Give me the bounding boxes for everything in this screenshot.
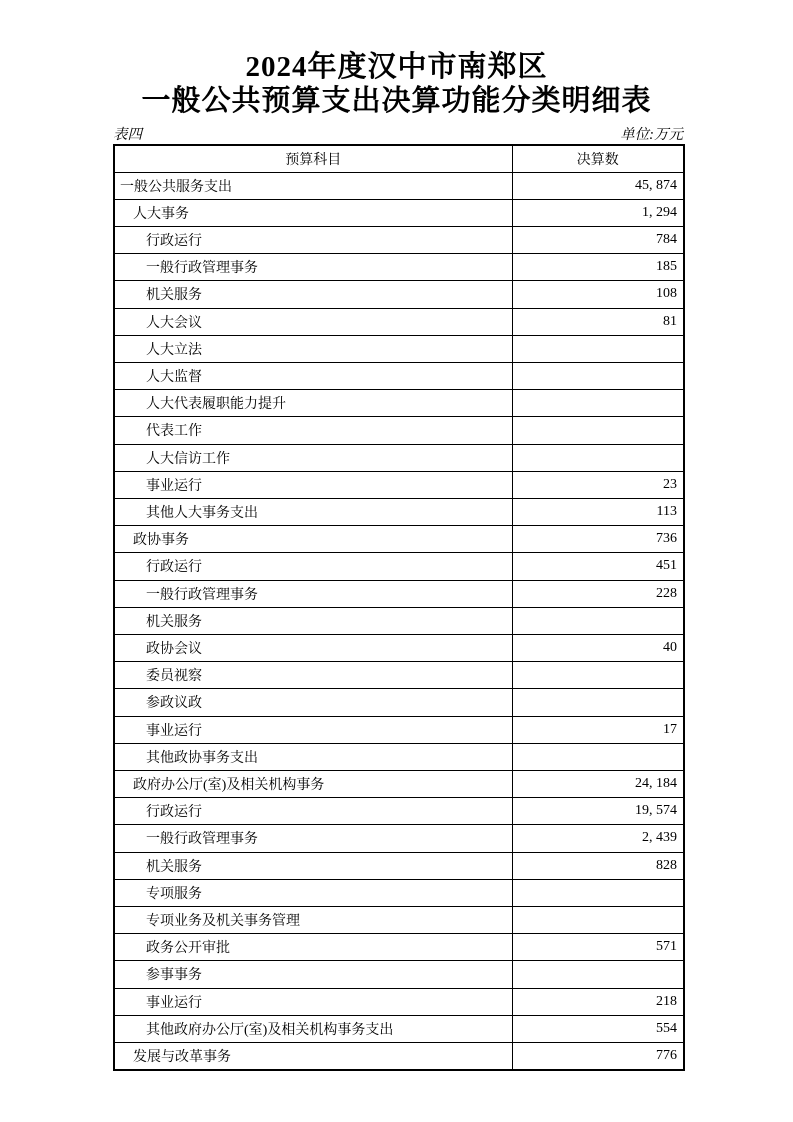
- subject-cell: 专项服务: [114, 879, 512, 906]
- table-row: [114, 934, 684, 961]
- table-row: [114, 580, 684, 607]
- table-row: [114, 362, 684, 389]
- table-row: [114, 390, 684, 417]
- subject-cell: 人大事务: [114, 199, 512, 226]
- table-row: [114, 879, 684, 906]
- subject-cell: 人大会议: [114, 308, 512, 335]
- subject-cell: 发展与改革事务: [114, 1043, 512, 1071]
- table-row: [114, 852, 684, 879]
- value-cell: 554: [512, 1015, 684, 1042]
- table-row: [114, 825, 684, 852]
- unit-label: 单位:万元: [620, 127, 683, 143]
- value-cell: 81: [512, 308, 684, 335]
- value-cell: [512, 906, 684, 933]
- table-row: [114, 471, 684, 498]
- subject-cell: 专项业务及机关事务管理: [114, 906, 512, 933]
- subject-cell: 政协事务: [114, 526, 512, 553]
- subject-cell: 人大立法: [114, 335, 512, 362]
- subject-cell: 事业运行: [114, 471, 512, 498]
- value-cell: 24, 184: [512, 770, 684, 797]
- value-cell: [512, 444, 684, 471]
- value-cell: [512, 743, 684, 770]
- subject-cell: 事业运行: [114, 988, 512, 1015]
- table-row: [114, 444, 684, 471]
- value-cell: 1, 294: [512, 199, 684, 226]
- page-title: [0, 50, 793, 118]
- subject-cell: 机关服务: [114, 607, 512, 634]
- subject-cell: 行政运行: [114, 798, 512, 825]
- table-row: [114, 1015, 684, 1042]
- value-cell: 2, 439: [512, 825, 684, 852]
- value-cell: 451: [512, 553, 684, 580]
- table-row: [114, 1043, 684, 1071]
- value-cell: [512, 689, 684, 716]
- value-cell: 23: [512, 471, 684, 498]
- subject-cell: 委员视察: [114, 662, 512, 689]
- subject-cell: 参事事务: [114, 961, 512, 988]
- value-cell: [512, 417, 684, 444]
- table-row: [114, 770, 684, 797]
- table-row: [114, 335, 684, 362]
- table-row: [114, 254, 684, 281]
- subject-cell: 参政议政: [114, 689, 512, 716]
- value-cell: [512, 390, 684, 417]
- column-header-value: 决算数: [512, 145, 684, 172]
- value-cell: [512, 961, 684, 988]
- value-cell: 19, 574: [512, 798, 684, 825]
- table-row: [114, 689, 684, 716]
- value-cell: [512, 879, 684, 906]
- value-cell: 45, 874: [512, 172, 684, 199]
- value-cell: 40: [512, 634, 684, 661]
- table-row: [114, 798, 684, 825]
- subject-cell: 政府办公厅(室)及相关机构事务: [114, 770, 512, 797]
- table-row: [114, 226, 684, 253]
- table-row: [114, 199, 684, 226]
- table-row: [114, 662, 684, 689]
- value-cell: [512, 607, 684, 634]
- table-row: [114, 498, 684, 525]
- value-cell: 784: [512, 226, 684, 253]
- table-row: [114, 553, 684, 580]
- subject-cell: 人大监督: [114, 362, 512, 389]
- table-row: [114, 988, 684, 1015]
- value-cell: 228: [512, 580, 684, 607]
- table-number-label: 表四: [113, 127, 142, 143]
- table-row: [114, 634, 684, 661]
- table-meta-row: [113, 124, 683, 144]
- table-row: [114, 961, 684, 988]
- subject-cell: 政务公开审批: [114, 934, 512, 961]
- column-header-subject: 预算科目: [114, 145, 512, 172]
- subject-cell: 其他人大事务支出: [114, 498, 512, 525]
- table-row: [114, 906, 684, 933]
- value-cell: 828: [512, 852, 684, 879]
- value-cell: [512, 662, 684, 689]
- subject-cell: 其他政协事务支出: [114, 743, 512, 770]
- budget-table: [113, 144, 685, 1071]
- table-row: [114, 417, 684, 444]
- value-cell: [512, 335, 684, 362]
- subject-cell: 行政运行: [114, 553, 512, 580]
- subject-cell: 人大信访工作: [114, 444, 512, 471]
- table-row: [114, 743, 684, 770]
- value-cell: 571: [512, 934, 684, 961]
- subject-cell: 机关服务: [114, 281, 512, 308]
- subject-cell: 一般行政管理事务: [114, 825, 512, 852]
- value-cell: 113: [512, 498, 684, 525]
- value-cell: 17: [512, 716, 684, 743]
- table-row: [114, 281, 684, 308]
- subject-cell: 一般行政管理事务: [114, 254, 512, 281]
- title-line-2: 一般公共预算支出决算功能分类明细表: [141, 85, 652, 117]
- table-row: [114, 607, 684, 634]
- table-body: [114, 172, 684, 1070]
- subject-cell: 一般公共服务支出: [114, 172, 512, 199]
- title-line-1: 2024年度汉中市南郑区: [245, 51, 548, 83]
- subject-cell: 机关服务: [114, 852, 512, 879]
- value-cell: 776: [512, 1043, 684, 1071]
- subject-cell: 事业运行: [114, 716, 512, 743]
- table-header-row: [114, 145, 684, 172]
- table-row: [114, 716, 684, 743]
- subject-cell: 行政运行: [114, 226, 512, 253]
- table-row: [114, 308, 684, 335]
- value-cell: 108: [512, 281, 684, 308]
- subject-cell: 政协会议: [114, 634, 512, 661]
- subject-cell: 一般行政管理事务: [114, 580, 512, 607]
- value-cell: 185: [512, 254, 684, 281]
- subject-cell: 人大代表履职能力提升: [114, 390, 512, 417]
- value-cell: [512, 362, 684, 389]
- subject-cell: 其他政府办公厅(室)及相关机构事务支出: [114, 1015, 512, 1042]
- subject-cell: 代表工作: [114, 417, 512, 444]
- value-cell: 736: [512, 526, 684, 553]
- value-cell: 218: [512, 988, 684, 1015]
- table-row: [114, 526, 684, 553]
- table-row: [114, 172, 684, 199]
